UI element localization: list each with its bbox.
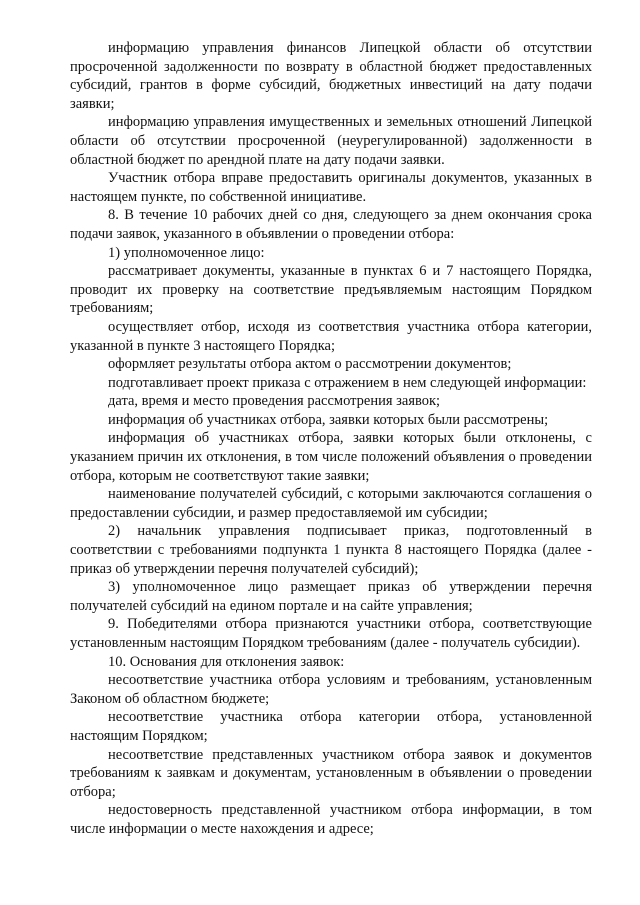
paragraph-recipients-names: наименование получателей субсидий, с которыми заключаются соглашения о предоставлении субсидии, и размер предоставляемой им субсидии; — [70, 486, 592, 521]
paragraph-formalizes-results: оформляет результаты отбора актом о рассмотрении документов; — [108, 356, 512, 373]
paragraph-finance-info: информацию управления финансов Липецкой области об отсутствии просроченной задолженности по возврату в областной бюджет предоставленных субсидий, грантов в форме субсидий, бюджетных инвестиций на дату подачи заявки; — [70, 40, 592, 112]
paragraph-order-publication: 3) уполномоченное лицо размещает приказ об утверждении перечня получателей субсидий на едином портале и на сайте управления; — [70, 579, 592, 614]
paragraph-nonconformity-category: несоответствие участника отбора категории отбора, установленной настоящим Порядком; — [70, 709, 592, 744]
paragraph-item-9-winners: 9. Победителями отбора признаются участники отбора, соответствующие установленным настоящим Порядком требованиям (далее - получатель субсидии). — [70, 616, 592, 651]
paragraph-authorized-person: 1) уполномоченное лицо: — [108, 244, 265, 261]
paragraph-rejected-participants: информация об участниках отбора, заявки которых были отклонены, с указанием причин их отклонения, в том числе положений объявления о проведении отбора, которым не соответствуют такие заявки; — [70, 430, 592, 484]
paragraph-originals-right: Участник отбора вправе предоставить оригиналы документов, указанных в настоящем пункте, по собственной инициативе. — [70, 170, 592, 205]
paragraph-review-date-place: дата, время и место проведения рассмотрения заявок; — [108, 393, 441, 410]
paragraph-nonconformity-law: несоответствие участника отбора условиям и требованиям, установленным Законом об областном бюджете; — [70, 672, 592, 707]
paragraph-unreliable-info: недостоверность представленной участником отбора информации, в том числе информации о месте нахождения и адресе; — [70, 802, 592, 837]
paragraph-nonconformity-documents: несоответствие представленных участником отбора заявок и документов требованиям к заявкам и документам, установленным в объявлении о проведении отбора; — [70, 746, 592, 800]
paragraph-item-10-rejection-grounds: 10. Основания для отклонения заявок: — [108, 653, 345, 670]
paragraph-head-signs-order: 2) начальник управления подписывает приказ, подготовленный в соответствии с требованиями подпункта 1 пункта 8 настоящего Порядка (далее - приказ об утверждении перечня получателей субсидий); — [70, 523, 592, 577]
paragraph-carries-out-selection: осуществляет отбор, исходя из соответствия участника отбора категории, указанной в пункте 3 настоящего Порядка; — [70, 318, 592, 354]
paragraph-reviews-documents: рассматривает документы, указанные в пунктах 6 и 7 настоящего Порядка, проводит их проверку на соответствие предъявляемым настоящим Порядком требованиям; — [70, 263, 592, 317]
paragraph-prepares-order-draft: подготавливает проект приказа с отражением в нем следующей информации: — [108, 374, 587, 391]
paragraph-property-info: информацию управления имущественных и земельных отношений Липецкой области об отсутствии просроченной (неурегулированной) задолженности в областной бюджет по арендной плате на дату подачи заявки. — [70, 114, 592, 168]
paragraph-item-8: 8. В течение 10 рабочих дней со дня, следующего за днем окончания срока подачи заявок, указанного в объявлении о проведении отбора: — [70, 207, 592, 242]
paragraph-reviewed-participants: информация об участниках отбора, заявки которых были рассмотрены; — [108, 411, 549, 428]
